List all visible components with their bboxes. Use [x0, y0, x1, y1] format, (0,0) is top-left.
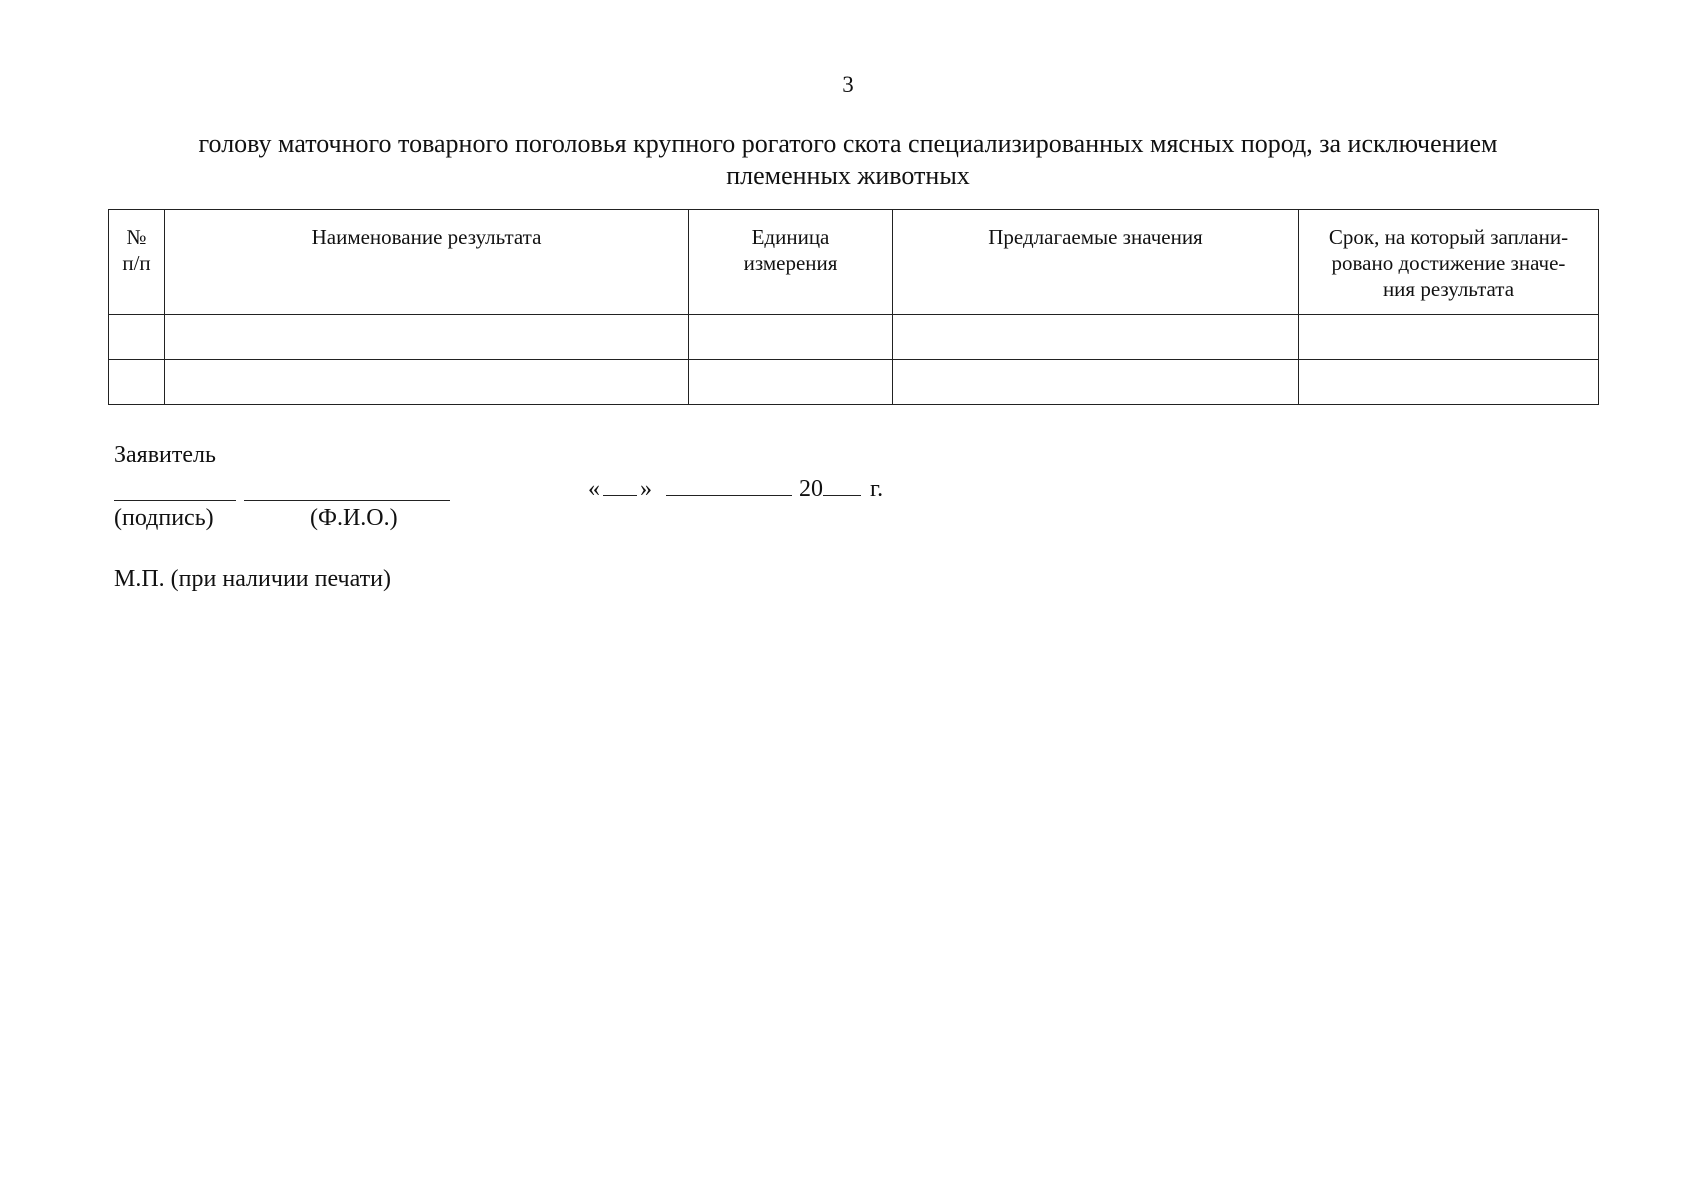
header-deadline	[1299, 210, 1599, 315]
heading-line-1: голову маточного товарного поголовья крупного рогатого скота специализированных мясных пород, за исключением	[198, 129, 1498, 158]
date-month-blank[interactable]	[666, 473, 792, 496]
date-year-blank[interactable]	[823, 473, 861, 496]
date-field	[588, 473, 883, 503]
full-name-line[interactable]	[244, 500, 450, 501]
signature-line[interactable]	[114, 500, 236, 501]
table-cell[interactable]	[893, 315, 1299, 360]
header-unit-line-1: Единица	[751, 225, 830, 249]
table-cell[interactable]	[689, 360, 893, 405]
table-cell[interactable]	[1299, 360, 1599, 405]
date-day-blank[interactable]	[603, 473, 637, 496]
header-deadline-line-1: Срок, на который заплани-	[1328, 225, 1569, 249]
signature-caption: (подпись)	[114, 505, 214, 531]
table-header-row	[109, 210, 1599, 315]
table-cell[interactable]	[109, 360, 165, 405]
table-row	[109, 360, 1599, 405]
table-cell[interactable]	[689, 315, 893, 360]
header-unit-line-2: измерения	[743, 251, 838, 275]
date-year-suffix: г.	[870, 476, 884, 502]
heading-line-2: племенных животных	[726, 161, 970, 190]
date-close-quote: »	[640, 476, 652, 502]
header-result-name	[165, 210, 689, 315]
header-number-line-1: №	[126, 225, 147, 249]
table-cell[interactable]	[109, 315, 165, 360]
header-proposed-values-text: Предлагаемые значения	[988, 225, 1203, 249]
table-cell[interactable]	[1299, 315, 1599, 360]
header-number-line-2: п/п	[122, 251, 151, 275]
header-number	[109, 210, 165, 315]
table-row	[109, 315, 1599, 360]
header-proposed-values	[893, 210, 1299, 315]
applicant-label: Заявитель	[114, 442, 216, 468]
stamp-note: М.П. (при наличии печати)	[114, 566, 391, 592]
table-cell[interactable]	[165, 315, 689, 360]
table-cell[interactable]	[165, 360, 689, 405]
header-deadline-line-3: ния результата	[1382, 277, 1515, 301]
header-unit	[689, 210, 893, 315]
date-year-prefix: 20	[799, 476, 823, 502]
results-table	[108, 209, 1599, 405]
table-cell[interactable]	[893, 360, 1299, 405]
header-deadline-line-2: ровано достижение значе-	[1331, 251, 1566, 275]
date-open-quote: «	[588, 476, 600, 502]
table-heading	[108, 128, 1588, 192]
page-number: 3	[842, 72, 854, 97]
header-result-name-text: Наименование результата	[311, 225, 542, 249]
full-name-caption: (Ф.И.О.)	[310, 505, 398, 531]
